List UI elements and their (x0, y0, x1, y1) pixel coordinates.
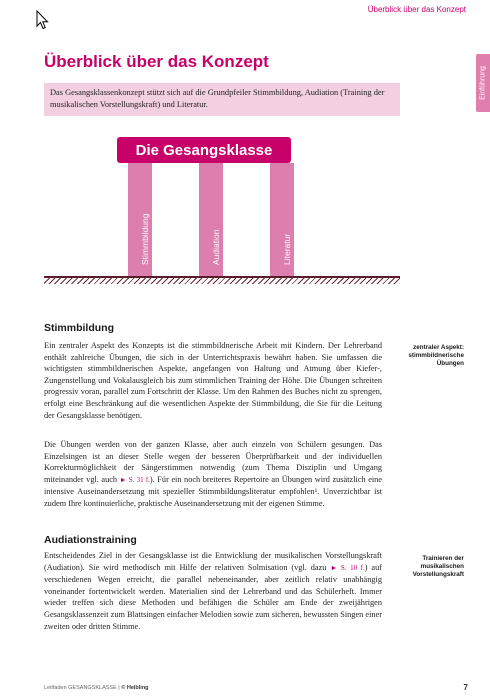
paragraph-stimmbildung-1: Ein zentraler Aspekt des Konzepts ist die stimmbildnerische Arbeit mit Kindern. Der Lehrerband enthält zahlreiche Übungen, die sich in der Unterrichtspraxis bewährt haben. Sie umfassen die wichtigsten stimmbildnerischen Aspekte, angefangen von Haltung und Atmung über Kiefer-, Zungenstellung und Vokalausgleich bis zum stimmlichen Training der Höhe. Die Übungen schreiten progressiv voran, parallel zum Fortschritt der Klasse. Um den Rahmen des Buches nicht zu sprengen, erfolgt eine Beschränkung auf die wesentlichen Aspekte der Stimmbildung, die Sie für die Leitung der Gesangsklasse benötigen. (44, 341, 382, 420)
chapter-tab-label: Einführung (479, 66, 487, 100)
page-number: 7 (463, 683, 468, 692)
diagram-pillar-label: Literatur (282, 233, 292, 265)
footer (44, 685, 149, 691)
diagram-pillar-label: Stimmbildung (140, 213, 150, 265)
diagram-roof: Die Gesangsklasse (117, 137, 291, 163)
footer-separator: | (118, 685, 120, 691)
paragraph-text: Entscheidendes Ziel in der Gesangsklasse ist die Entwicklung der musikalischen Vorstellungskraft (Audiation). Sie wird methodisch mit Hilfe der relativen Solmisation (vgl. dazu (44, 551, 382, 572)
footer-brand: © Helbling (121, 685, 149, 691)
page-title: Überblick über das Konzept (44, 52, 269, 71)
chapter-tab[interactable] (476, 54, 490, 112)
section-heading-stimmbildung: Stimmbildung (44, 322, 114, 334)
section-heading-audiationstraining: Audiationstraining (44, 534, 137, 546)
diagram-ground-hatch (44, 277, 400, 284)
concept-diagram (44, 130, 400, 290)
running-header: Überblick über das Konzept (367, 5, 466, 14)
mouse-cursor-icon (36, 10, 50, 30)
paragraph-stimmbildung-2 (44, 439, 382, 510)
footer-text: Leitfaden GESANGSKLASSE (44, 685, 117, 691)
diagram-pillar-audiation (199, 163, 223, 276)
diagram-pillar-stimmbildung (128, 163, 152, 276)
page-reference-link[interactable]: ► S. 31 f. (119, 475, 150, 484)
margin-note-audiation: Trainieren der musikalischen Vorstellungskraft (412, 555, 464, 578)
diagram-pillar-label: Audiation (211, 229, 221, 265)
page-reference-link[interactable]: ► S. 10 f. (330, 563, 365, 572)
margin-note-stimmbildung: zentraler Aspekt: stimmbildnerische Übungen (408, 344, 464, 367)
paragraph-text: ) auf verschiedenen Wegen erreicht, die parallel nebeneinander, aber zeitlich relativ unabhängig voneinander fortentwickelt werden. Materialien sind der Lehrerband und das Schülerheft. Immer wieder treffen sich diese Methoden und befähigen die Schüler am Ende der zweijährigen Gesangsklassenzeit zum Blattsingen einfacher Melodien sowie zum sicheren, bewussten Singen einer zweiten oder dritten Stimme. (44, 562, 382, 631)
paragraph-audiation-1 (44, 550, 382, 632)
diagram-pillar-literatur (270, 163, 294, 276)
paragraph-text: ). Für ein noch breiteres Repertoire an Übungen wird zusätzlich eine intensive Auseinandersetzung mit spezieller Stimmbildungsliteratur empfohlen¹. Unverzichtbar ist zudem Ihre kontinuierliche, praktische Auseinandersetzung mit der eigenen Stimme. (44, 474, 383, 508)
paragraph-text: Die Übungen werden von der ganzen Klasse, aber auch einzeln von Schülern gesungen. Das Einzelsingen ist an dieser Stelle wegen der besseren Überprüfbarkeit und der individuellen Korrekturmöglichkeit der Sängerstimmen notwendig (zum Thema Disziplin und Umgang miteinander vgl. auch (44, 440, 382, 484)
intro-box: Das Gesangsklassenkonzept stützt sich auf die Grundpfeiler Stimmbildung, Audiation (Training der musikalischen Vorstellungskraft) und Literatur. (44, 83, 400, 116)
